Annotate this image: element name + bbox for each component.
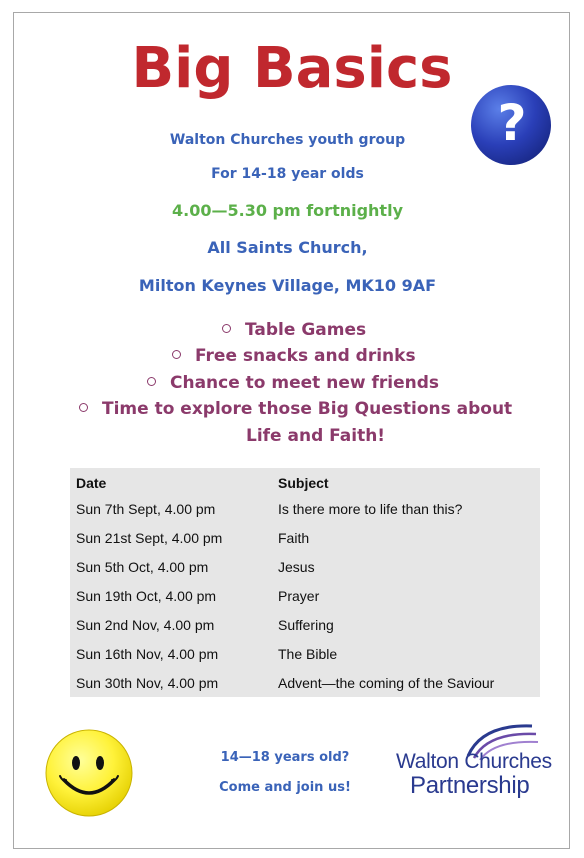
meeting-time: 4.00—5.30 pm fortnightly: [172, 201, 403, 220]
table-row: [70, 646, 540, 670]
cta-line-1: 14—18 years old?: [220, 750, 350, 765]
table-row: [70, 588, 540, 612]
bullet-circle-icon: [222, 324, 231, 333]
row-subject: Is there more to life than this?: [278, 501, 463, 517]
venue-line-1: All Saints Church,: [207, 238, 368, 257]
row-subject: Prayer: [278, 588, 320, 604]
logo-text-line-1: Walton Churches: [396, 750, 552, 773]
bullet-item: Time to explore those Big Questions about: [79, 399, 512, 419]
walton-churches-logo: [392, 720, 570, 800]
svg-text:?: ?: [497, 94, 527, 152]
row-date: Sun 2nd Nov, 4.00 pm: [76, 617, 215, 633]
row-subject: The Bible: [278, 646, 338, 662]
bullet-item: Table Games: [222, 320, 366, 340]
row-subject: Faith: [278, 530, 310, 546]
venue-line-2: Milton Keynes Village, MK10 9AF: [138, 276, 437, 295]
table-row: [70, 530, 540, 554]
bullet-circle-icon: [79, 403, 88, 412]
row-date: Sun 30th Nov, 4.00 pm: [76, 675, 219, 691]
row-subject: Advent—the coming of the Saviour: [278, 675, 495, 691]
bullet-circle-icon: [172, 350, 181, 359]
smiley-face-icon: [44, 728, 134, 818]
table-row: [70, 501, 540, 525]
row-subject: Suffering: [278, 617, 334, 633]
bullet-item: Free snacks and drinks: [172, 346, 416, 366]
age-range: For 14-18 year olds: [211, 166, 364, 182]
table-row: [70, 559, 540, 583]
bullet-item: Chance to meet new friends: [147, 373, 439, 393]
poster-title: Big Basics: [131, 36, 453, 101]
header-date: Date: [76, 475, 107, 491]
row-date: Sun 21st Sept, 4.00 pm: [76, 530, 223, 546]
row-date: Sun 19th Oct, 4.00 pm: [76, 588, 217, 604]
row-date: Sun 5th Oct, 4.00 pm: [76, 559, 209, 575]
table-row: [70, 675, 540, 699]
row-date: Sun 7th Sept, 4.00 pm: [76, 501, 216, 517]
header-subject: Subject: [278, 475, 329, 491]
bullet-continuation: Life and Faith!: [246, 426, 386, 446]
bullet-circle-icon: [147, 377, 156, 386]
cta-line-2: Come and join us!: [219, 780, 351, 795]
row-date: Sun 16th Nov, 4.00 pm: [76, 646, 219, 662]
group-subtitle: Walton Churches youth group: [169, 132, 406, 148]
question-mark-icon: [470, 84, 552, 166]
row-subject: Jesus: [278, 559, 315, 575]
table-header-row: [70, 475, 540, 499]
schedule-table: [70, 468, 540, 697]
table-row: [70, 617, 540, 641]
logo-text-line-2: Partnership: [410, 772, 530, 799]
